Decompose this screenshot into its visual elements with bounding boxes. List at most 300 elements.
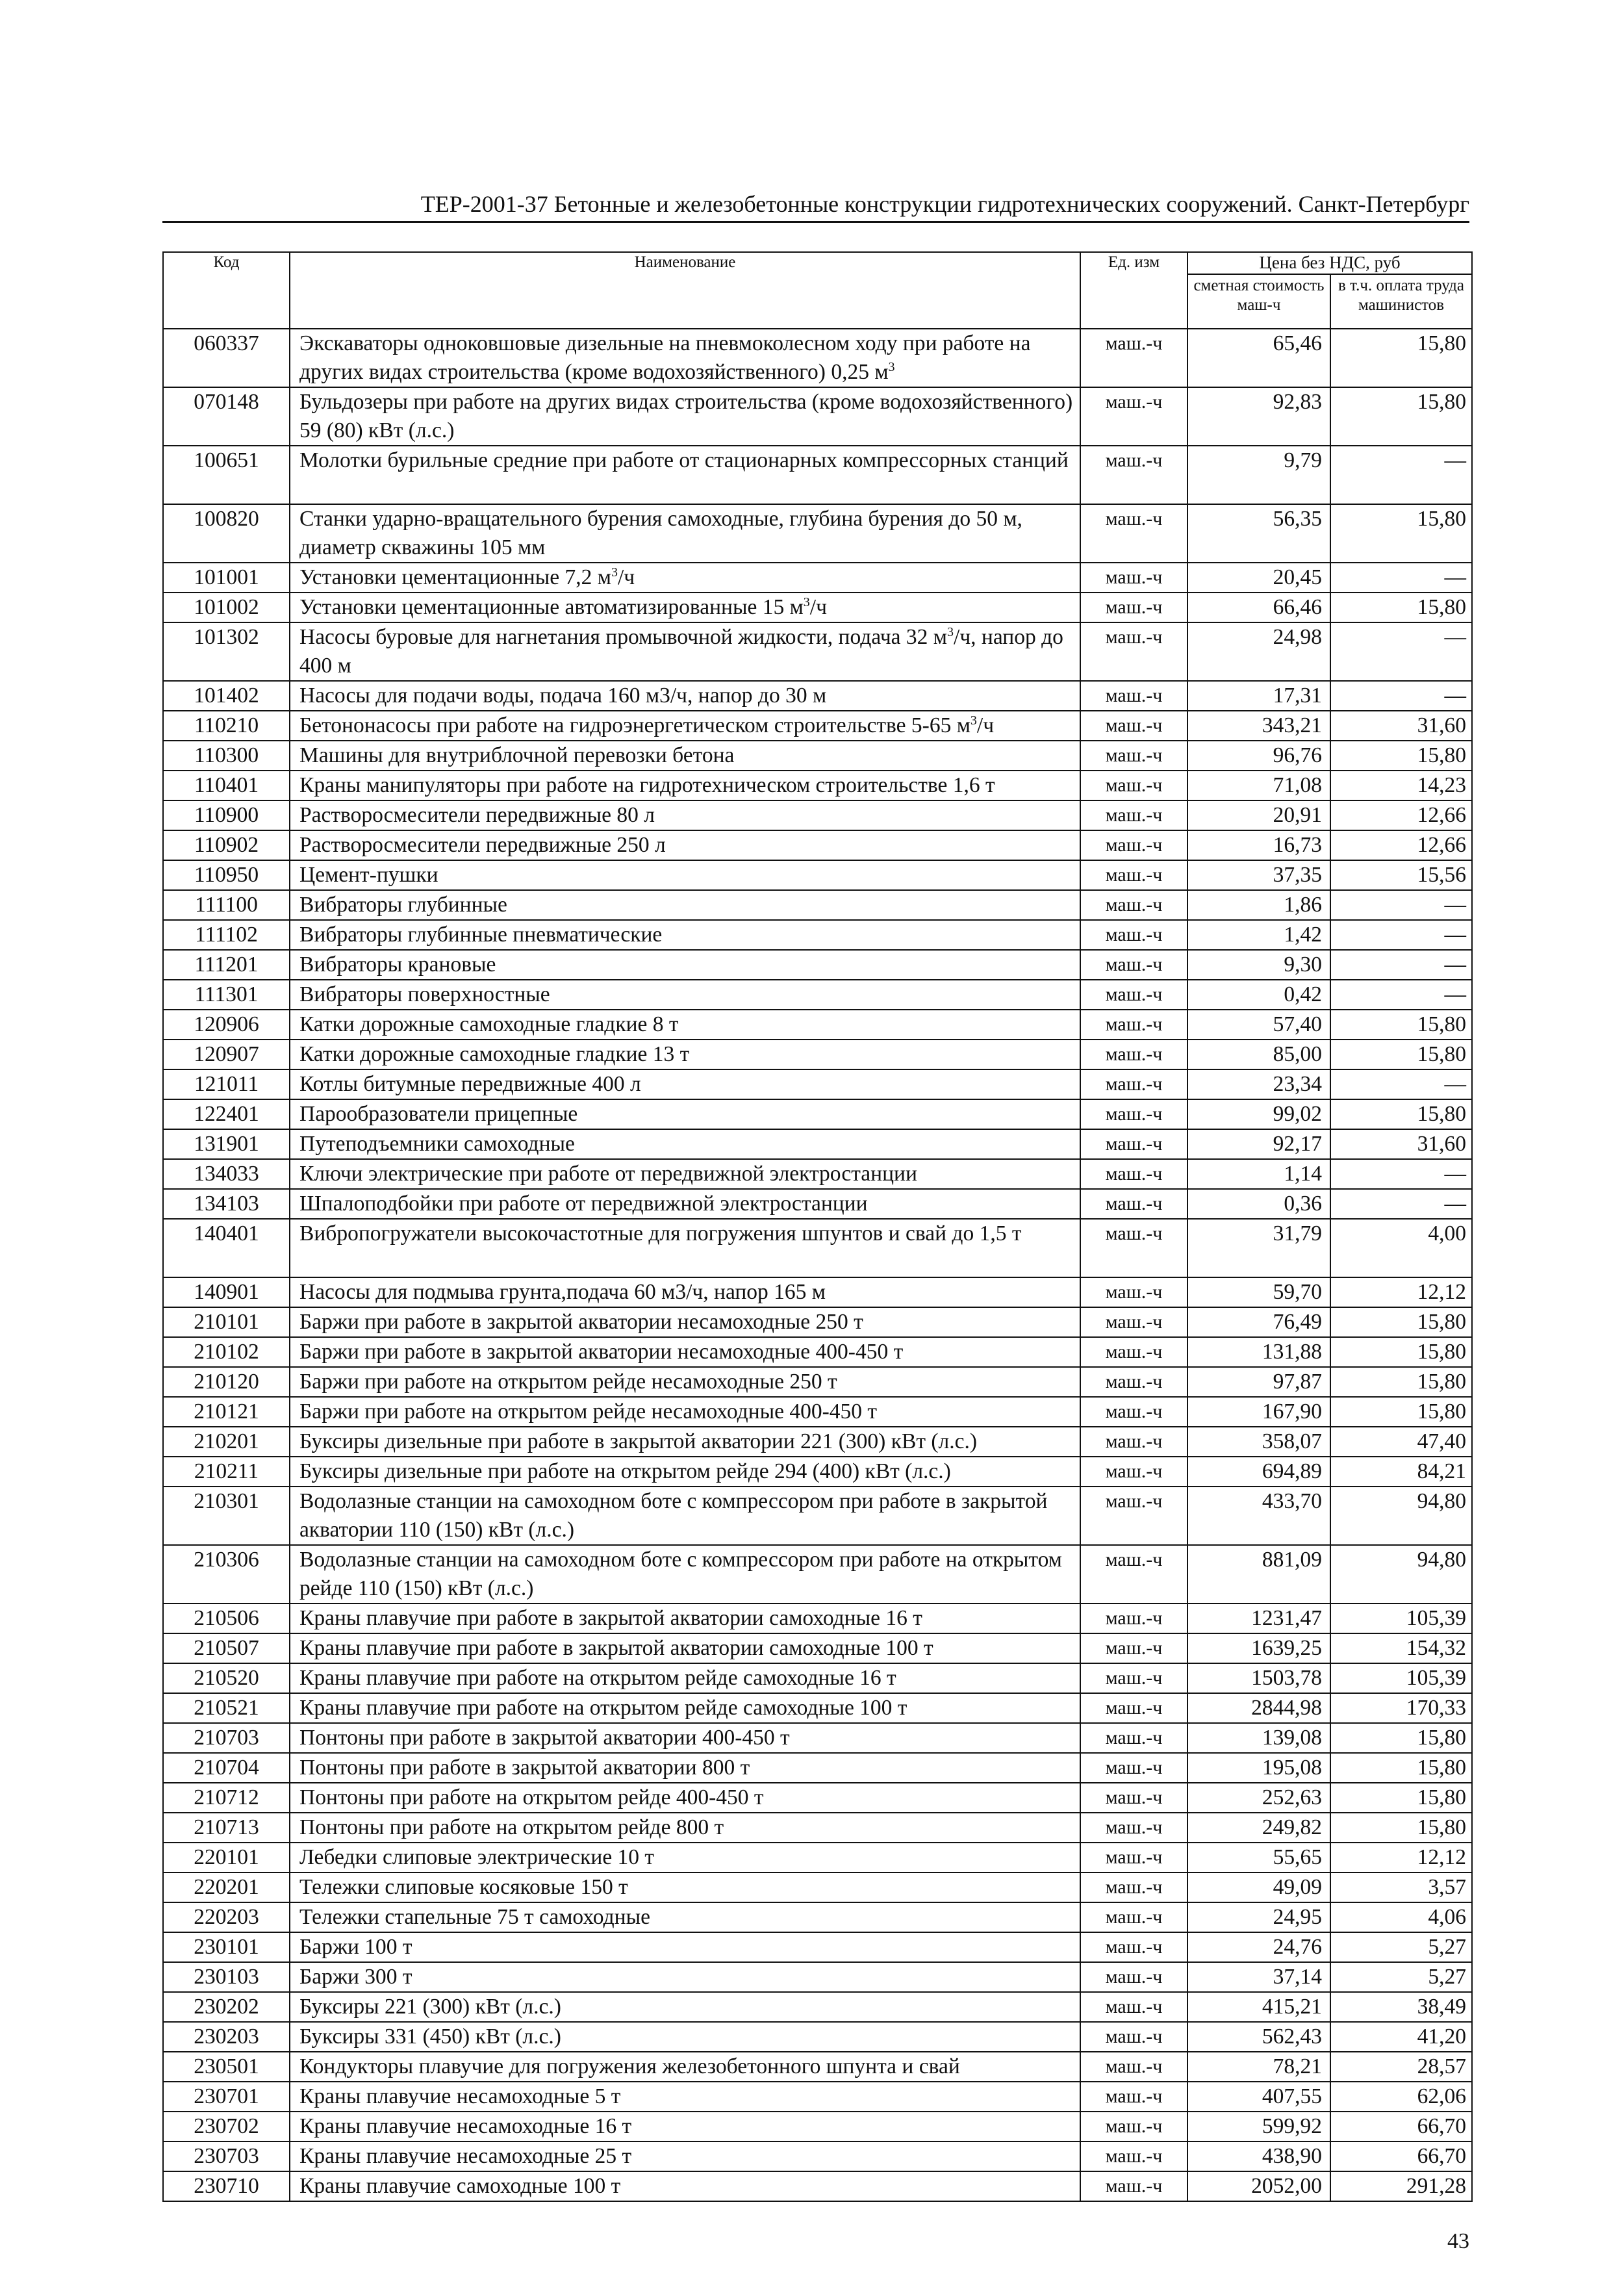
table-row xyxy=(163,830,1472,860)
cell-name: Водолазные станции на самоходном боте с компрессором при работе в закрытой акватории 110 (150) кВт (л.с.) xyxy=(290,1487,1080,1545)
cell-unit: маш.-ч xyxy=(1080,387,1187,446)
cell-wage: 12,12 xyxy=(1330,1843,1472,1872)
cell-code: 110210 xyxy=(163,711,290,741)
table-row xyxy=(163,1337,1472,1367)
cell-wage: 15,80 xyxy=(1330,1783,1472,1813)
table-row xyxy=(163,1189,1472,1219)
cell-code: 122401 xyxy=(163,1099,290,1129)
cell-code: 230710 xyxy=(163,2171,290,2201)
table-row xyxy=(163,329,1472,387)
cell-wage: 84,21 xyxy=(1330,1457,1472,1487)
cell-code: 230703 xyxy=(163,2141,290,2171)
cell-unit: маш.-ч xyxy=(1080,741,1187,771)
cell-code: 210520 xyxy=(163,1663,290,1693)
cell-name: Краны плавучие при работе в закрытой акватории самоходные 16 т xyxy=(290,1603,1080,1633)
cell-wage: 14,23 xyxy=(1330,771,1472,800)
cell-name: Буксиры дизельные при работе на открытом рейде 294 (400) кВт (л.с.) xyxy=(290,1457,1080,1487)
cell-cost: 57,40 xyxy=(1187,1010,1330,1040)
cell-wage: — xyxy=(1330,1189,1472,1219)
column-header-price-group: Цена без НДС, руб xyxy=(1187,252,1472,274)
cell-code: 060337 xyxy=(163,329,290,387)
cell-cost: 433,70 xyxy=(1187,1487,1330,1545)
cell-wage: — xyxy=(1330,563,1472,593)
cell-wage: 15,80 xyxy=(1330,1337,1472,1367)
table-row xyxy=(163,1367,1472,1397)
cell-code: 111102 xyxy=(163,920,290,950)
cell-code: 210301 xyxy=(163,1487,290,1545)
table-row xyxy=(163,800,1472,830)
cell-unit: маш.-ч xyxy=(1080,800,1187,830)
cell-code: 210102 xyxy=(163,1337,290,1367)
cell-name: Водолазные станции на самоходном боте с компрессором при работе на открытом рейде 110 (150) кВт (л.с.) xyxy=(290,1545,1080,1603)
cell-unit: маш.-ч xyxy=(1080,1099,1187,1129)
cell-code: 100820 xyxy=(163,504,290,563)
cell-cost: 78,21 xyxy=(1187,2052,1330,2082)
cell-code: 101002 xyxy=(163,593,290,622)
cell-unit: маш.-ч xyxy=(1080,1932,1187,1962)
cell-wage: 291,28 xyxy=(1330,2171,1472,2201)
cell-unit: маш.-ч xyxy=(1080,681,1187,711)
cell-unit: маш.-ч xyxy=(1080,2052,1187,2082)
cell-cost: 85,00 xyxy=(1187,1040,1330,1069)
cell-wage: 15,80 xyxy=(1330,504,1472,563)
cell-code: 100651 xyxy=(163,446,290,504)
cell-wage: — xyxy=(1330,920,1472,950)
cell-cost: 9,79 xyxy=(1187,446,1330,504)
cell-name: Баржи при работе в закрытой акватории несамоходные 400-450 т xyxy=(290,1337,1080,1367)
cell-unit: маш.-ч xyxy=(1080,1872,1187,1902)
cell-unit: маш.-ч xyxy=(1080,1457,1187,1487)
cell-wage: 105,39 xyxy=(1330,1663,1472,1693)
table-row xyxy=(163,1219,1472,1277)
cell-cost: 9,30 xyxy=(1187,950,1330,980)
cell-wage: 66,70 xyxy=(1330,2112,1472,2141)
table-row xyxy=(163,1783,1472,1813)
cell-unit: маш.-ч xyxy=(1080,711,1187,741)
table-row xyxy=(163,2052,1472,2082)
cell-cost: 0,36 xyxy=(1187,1189,1330,1219)
cell-cost: 37,35 xyxy=(1187,860,1330,890)
cell-code: 210713 xyxy=(163,1813,290,1843)
cell-code: 230701 xyxy=(163,2082,290,2112)
superscript-exponent: 3 xyxy=(947,624,954,639)
table-row xyxy=(163,1159,1472,1189)
table-row xyxy=(163,860,1472,890)
cell-unit: маш.-ч xyxy=(1080,1902,1187,1932)
column-header-cost: сметная стоимость маш-ч xyxy=(1187,274,1330,329)
table-row xyxy=(163,1633,1472,1663)
cell-name: Буксиры 221 (300) кВт (л.с.) xyxy=(290,1992,1080,2022)
cell-name: Растворосмесители передвижные 250 л xyxy=(290,830,1080,860)
cell-unit: маш.-ч xyxy=(1080,1843,1187,1872)
cell-code: 120907 xyxy=(163,1040,290,1069)
cell-cost: 97,87 xyxy=(1187,1367,1330,1397)
cell-cost: 92,17 xyxy=(1187,1129,1330,1159)
cell-unit: маш.-ч xyxy=(1080,593,1187,622)
table-row xyxy=(163,890,1472,920)
cell-cost: 1,42 xyxy=(1187,920,1330,950)
table-row xyxy=(163,1962,1472,1992)
cell-wage: 15,80 xyxy=(1330,329,1472,387)
cell-name: Краны манипуляторы при работе на гидротехническом строительстве 1,6 т xyxy=(290,771,1080,800)
cell-wage: 28,57 xyxy=(1330,2052,1472,2082)
cell-code: 101402 xyxy=(163,681,290,711)
table-header xyxy=(163,252,1472,329)
cell-code: 220101 xyxy=(163,1843,290,1872)
cell-wage: 15,80 xyxy=(1330,1397,1472,1427)
cell-code: 230501 xyxy=(163,2052,290,2082)
cell-code: 070148 xyxy=(163,387,290,446)
cell-code: 110902 xyxy=(163,830,290,860)
table-row xyxy=(163,1099,1472,1129)
cell-code: 101302 xyxy=(163,622,290,681)
cell-wage: 5,27 xyxy=(1330,1932,1472,1962)
cell-cost: 56,35 xyxy=(1187,504,1330,563)
cell-code: 230101 xyxy=(163,1932,290,1962)
cell-wage: 12,12 xyxy=(1330,1277,1472,1307)
cell-wage: 15,80 xyxy=(1330,1367,1472,1397)
cell-unit: маш.-ч xyxy=(1080,1010,1187,1040)
cell-name: Понтоны при работе в закрытой акватории 400-450 т xyxy=(290,1723,1080,1753)
cell-name: Путеподъемники самоходные xyxy=(290,1129,1080,1159)
table-row xyxy=(163,2171,1472,2201)
table-row xyxy=(163,1457,1472,1487)
cell-name: Ключи электрические при работе от передвижной электростанции xyxy=(290,1159,1080,1189)
table-row xyxy=(163,920,1472,950)
cell-cost: 131,88 xyxy=(1187,1337,1330,1367)
cell-code: 121011 xyxy=(163,1069,290,1099)
cell-wage: — xyxy=(1330,622,1472,681)
table-row xyxy=(163,1069,1472,1099)
column-header-name: Наименование xyxy=(290,252,1080,329)
cell-cost: 37,14 xyxy=(1187,1962,1330,1992)
cell-cost: 2844,98 xyxy=(1187,1693,1330,1723)
cell-code: 210712 xyxy=(163,1783,290,1813)
table-row xyxy=(163,1663,1472,1693)
cell-unit: маш.-ч xyxy=(1080,1813,1187,1843)
table-row xyxy=(163,1277,1472,1307)
cell-unit: маш.-ч xyxy=(1080,2141,1187,2171)
cell-unit: маш.-ч xyxy=(1080,2112,1187,2141)
cell-cost: 562,43 xyxy=(1187,2022,1330,2052)
superscript-exponent: 3 xyxy=(888,359,895,374)
cell-name: Краны плавучие при работе на открытом рейде самоходные 100 т xyxy=(290,1693,1080,1723)
table-row xyxy=(163,1902,1472,1932)
table-row xyxy=(163,1545,1472,1603)
cell-name: Молотки бурильные средние при работе от стационарных компрессорных станций xyxy=(290,446,1080,504)
cell-code: 210101 xyxy=(163,1307,290,1337)
table-row xyxy=(163,1487,1472,1545)
cell-unit: маш.-ч xyxy=(1080,1693,1187,1723)
cell-unit: маш.-ч xyxy=(1080,1397,1187,1427)
cell-code: 140901 xyxy=(163,1277,290,1307)
cell-cost: 1503,78 xyxy=(1187,1663,1330,1693)
cell-wage: 12,66 xyxy=(1330,830,1472,860)
table-row xyxy=(163,563,1472,593)
cell-wage: 38,49 xyxy=(1330,1992,1472,2022)
cell-code: 110950 xyxy=(163,860,290,890)
cell-code: 110401 xyxy=(163,771,290,800)
cell-code: 120906 xyxy=(163,1010,290,1040)
cell-code: 134033 xyxy=(163,1159,290,1189)
table-row xyxy=(163,681,1472,711)
cell-unit: маш.-ч xyxy=(1080,1545,1187,1603)
cell-unit: маш.-ч xyxy=(1080,329,1187,387)
cell-name: Баржи при работе на открытом рейде несамоходные 400-450 т xyxy=(290,1397,1080,1427)
cell-code: 210211 xyxy=(163,1457,290,1487)
cell-wage: — xyxy=(1330,446,1472,504)
cell-name: Вибропогружатели высокочастотные для погружения шпунтов и свай до 1,5 т xyxy=(290,1219,1080,1277)
cell-wage: 15,80 xyxy=(1330,1753,1472,1783)
cell-code: 110300 xyxy=(163,741,290,771)
cell-unit: маш.-ч xyxy=(1080,1307,1187,1337)
cell-name: Катки дорожные самоходные гладкие 8 т xyxy=(290,1010,1080,1040)
cell-wage: 154,32 xyxy=(1330,1633,1472,1663)
table-row xyxy=(163,2141,1472,2171)
cell-wage: 5,27 xyxy=(1330,1962,1472,1992)
column-header-code: Код xyxy=(163,252,290,329)
cell-name: Бетононасосы при работе на гидроэнергетическом строительстве 5-65 $м^3/ч$ xyxy=(290,711,1080,741)
cell-code: 210506 xyxy=(163,1603,290,1633)
cell-name: Установки цементационные автоматизированные 15 $м^3/ч$ xyxy=(290,593,1080,622)
cell-cost: 2052,00 xyxy=(1187,2171,1330,2201)
cell-cost: 1639,25 xyxy=(1187,1633,1330,1663)
table-row xyxy=(163,980,1472,1010)
cell-cost: 31,79 xyxy=(1187,1219,1330,1277)
cell-cost: 0,42 xyxy=(1187,980,1330,1010)
cell-name: Лебедки слиповые электрические 10 т xyxy=(290,1843,1080,1872)
cell-wage: 15,80 xyxy=(1330,593,1472,622)
table-row xyxy=(163,1397,1472,1427)
cell-cost: 415,21 xyxy=(1187,1992,1330,2022)
cell-wage: — xyxy=(1330,1159,1472,1189)
page-number: 43 xyxy=(1447,2229,1469,2253)
running-header: ТЕР-2001-37 Бетонные и железобетонные конструкции гидротехнических сооружений. Санкт-Петербург xyxy=(420,191,1469,217)
table-body xyxy=(163,329,1472,2201)
cell-unit: маш.-ч xyxy=(1080,446,1187,504)
table-row xyxy=(163,593,1472,622)
cell-unit: маш.-ч xyxy=(1080,1753,1187,1783)
cell-wage: 4,00 xyxy=(1330,1219,1472,1277)
table-row xyxy=(163,1843,1472,1872)
superscript-exponent: 3 xyxy=(611,565,618,580)
cell-cost: 1,14 xyxy=(1187,1159,1330,1189)
table-row xyxy=(163,622,1472,681)
cell-unit: маш.-ч xyxy=(1080,1219,1187,1277)
cell-unit: маш.-ч xyxy=(1080,2171,1187,2201)
cell-name: Баржи 100 т xyxy=(290,1932,1080,1962)
table-row xyxy=(163,711,1472,741)
cell-name: Катки дорожные самоходные гладкие 13 т xyxy=(290,1040,1080,1069)
cell-unit: маш.-ч xyxy=(1080,622,1187,681)
cell-unit: маш.-ч xyxy=(1080,920,1187,950)
cell-name: Понтоны при работе на открытом рейде 400-450 т xyxy=(290,1783,1080,1813)
cell-wage: 62,06 xyxy=(1330,2082,1472,2112)
superscript-exponent: 3 xyxy=(970,713,977,728)
cell-wage: 15,80 xyxy=(1330,1040,1472,1069)
cell-name: Буксиры 331 (450) кВт (л.с.) xyxy=(290,2022,1080,2052)
cell-cost: 24,76 xyxy=(1187,1932,1330,1962)
cell-code: 210306 xyxy=(163,1545,290,1603)
cell-code: 101001 xyxy=(163,563,290,593)
cell-code: 230702 xyxy=(163,2112,290,2141)
cell-cost: 139,08 xyxy=(1187,1723,1330,1753)
cell-name: Краны плавучие самоходные 100 т xyxy=(290,2171,1080,2201)
cell-cost: 407,55 xyxy=(1187,2082,1330,2112)
cell-unit: маш.-ч xyxy=(1080,980,1187,1010)
table-row xyxy=(163,1307,1472,1337)
cell-cost: 358,07 xyxy=(1187,1427,1330,1457)
cell-code: 210507 xyxy=(163,1633,290,1663)
cell-wage: 105,39 xyxy=(1330,1603,1472,1633)
table-row xyxy=(163,741,1472,771)
superscript-exponent: 3 xyxy=(803,594,810,609)
table-row xyxy=(163,1129,1472,1159)
cell-cost: 20,45 xyxy=(1187,563,1330,593)
column-header-unit: Ед. изм xyxy=(1080,252,1187,329)
cell-unit: маш.-ч xyxy=(1080,2022,1187,2052)
cell-wage: 15,80 xyxy=(1330,1813,1472,1843)
cell-unit: маш.-ч xyxy=(1080,1337,1187,1367)
cell-name: Краны плавучие при работе на открытом рейде самоходные 16 т xyxy=(290,1663,1080,1693)
cell-cost: 167,90 xyxy=(1187,1397,1330,1427)
cell-unit: маш.-ч xyxy=(1080,1277,1187,1307)
cell-name: Тележки слиповые косяковые 150 т xyxy=(290,1872,1080,1902)
table-row xyxy=(163,446,1472,504)
cell-wage: 15,80 xyxy=(1330,741,1472,771)
cell-unit: маш.-ч xyxy=(1080,1069,1187,1099)
cell-unit: маш.-ч xyxy=(1080,1783,1187,1813)
machine-price-table xyxy=(162,251,1473,2202)
table-row xyxy=(163,1872,1472,1902)
cell-wage: 31,60 xyxy=(1330,711,1472,741)
cell-unit: маш.-ч xyxy=(1080,1992,1187,2022)
cell-cost: 24,95 xyxy=(1187,1902,1330,1932)
cell-code: 111301 xyxy=(163,980,290,1010)
header-divider xyxy=(162,221,1469,223)
table-row xyxy=(163,1010,1472,1040)
cell-wage: — xyxy=(1330,950,1472,980)
cell-unit: маш.-ч xyxy=(1080,1603,1187,1633)
cell-wage: 94,80 xyxy=(1330,1487,1472,1545)
cell-code: 210201 xyxy=(163,1427,290,1457)
cell-code: 131901 xyxy=(163,1129,290,1159)
cell-cost: 17,31 xyxy=(1187,681,1330,711)
table-row xyxy=(163,1813,1472,1843)
cell-code: 210120 xyxy=(163,1367,290,1397)
cell-unit: маш.-ч xyxy=(1080,2082,1187,2112)
cell-code: 140401 xyxy=(163,1219,290,1277)
cell-cost: 881,09 xyxy=(1187,1545,1330,1603)
cell-code: 210121 xyxy=(163,1397,290,1427)
cell-cost: 1231,47 xyxy=(1187,1603,1330,1633)
table-row xyxy=(163,1693,1472,1723)
cell-name: Понтоны при работе в закрытой акватории 800 т xyxy=(290,1753,1080,1783)
cell-name: Котлы битумные передвижные 400 л xyxy=(290,1069,1080,1099)
cell-name: Насосы буровые для нагнетания промывочной жидкости, подача 32 $м^3/ч$, напор до 400 м xyxy=(290,622,1080,681)
cell-unit: маш.-ч xyxy=(1080,1159,1187,1189)
cell-cost: 71,08 xyxy=(1187,771,1330,800)
cell-cost: 343,21 xyxy=(1187,711,1330,741)
table-row xyxy=(163,1992,1472,2022)
column-header-wage: в т.ч. оплата труда машинистов xyxy=(1330,274,1472,329)
cell-cost: 1,86 xyxy=(1187,890,1330,920)
cell-unit: маш.-ч xyxy=(1080,1723,1187,1753)
cell-unit: маш.-ч xyxy=(1080,1129,1187,1159)
cell-code: 230202 xyxy=(163,1992,290,2022)
cell-name: Парообразователи прицепные xyxy=(290,1099,1080,1129)
cell-cost: 20,91 xyxy=(1187,800,1330,830)
table-row xyxy=(163,387,1472,446)
cell-code: 111201 xyxy=(163,950,290,980)
cell-wage: 15,80 xyxy=(1330,1010,1472,1040)
table-row xyxy=(163,1753,1472,1783)
cell-cost: 16,73 xyxy=(1187,830,1330,860)
cell-unit: маш.-ч xyxy=(1080,890,1187,920)
cell-wage: 3,57 xyxy=(1330,1872,1472,1902)
cell-cost: 24,98 xyxy=(1187,622,1330,681)
cell-name: Вибраторы глубинные пневматические xyxy=(290,920,1080,950)
table-row xyxy=(163,1723,1472,1753)
cell-cost: 49,09 xyxy=(1187,1872,1330,1902)
table-row xyxy=(163,1427,1472,1457)
cell-name: Баржи при работе в закрытой акватории несамоходные 250 т xyxy=(290,1307,1080,1337)
cell-cost: 23,34 xyxy=(1187,1069,1330,1099)
cell-unit: маш.-ч xyxy=(1080,830,1187,860)
cell-name: Установки цементационные 7,2 $м^3/ч$ xyxy=(290,563,1080,593)
cell-cost: 195,08 xyxy=(1187,1753,1330,1783)
cell-code: 110900 xyxy=(163,800,290,830)
cell-name: Краны плавучие при работе в закрытой акватории самоходные 100 т xyxy=(290,1633,1080,1663)
table-row xyxy=(163,2112,1472,2141)
cell-unit: маш.-ч xyxy=(1080,1633,1187,1663)
cell-unit: маш.-ч xyxy=(1080,950,1187,980)
cell-cost: 76,49 xyxy=(1187,1307,1330,1337)
cell-name: Экскаваторы одноковшовые дизельные на пневмоколесном ходу при работе на других видах строительства (кроме водохозяйственного) 0,25 $м^3$ xyxy=(290,329,1080,387)
table-row xyxy=(163,2082,1472,2112)
cell-wage: 15,80 xyxy=(1330,1099,1472,1129)
cell-cost: 599,92 xyxy=(1187,2112,1330,2141)
cell-name: Машины для внутриблочной перевозки бетона xyxy=(290,741,1080,771)
cell-cost: 59,70 xyxy=(1187,1277,1330,1307)
cell-unit: маш.-ч xyxy=(1080,1427,1187,1457)
cell-unit: маш.-ч xyxy=(1080,1487,1187,1545)
cell-wage: — xyxy=(1330,681,1472,711)
cell-unit: маш.-ч xyxy=(1080,1962,1187,1992)
cell-name: Шпалоподбойки при работе от передвижной электростанции xyxy=(290,1189,1080,1219)
cell-unit: маш.-ч xyxy=(1080,563,1187,593)
cell-code: 134103 xyxy=(163,1189,290,1219)
cell-code: 210704 xyxy=(163,1753,290,1783)
table-row xyxy=(163,2022,1472,2052)
cell-wage: 15,80 xyxy=(1330,387,1472,446)
cell-name: Станки ударно-вращательного бурения самоходные, глубина бурения до 50 м, диаметр скважины 105 мм xyxy=(290,504,1080,563)
cell-wage: 15,80 xyxy=(1330,1723,1472,1753)
cell-name: Тележки стапельные 75 т самоходные xyxy=(290,1902,1080,1932)
cell-wage: 66,70 xyxy=(1330,2141,1472,2171)
cell-unit: маш.-ч xyxy=(1080,771,1187,800)
cell-name: Краны плавучие несамоходные 16 т xyxy=(290,2112,1080,2141)
cell-wage: 12,66 xyxy=(1330,800,1472,830)
cell-unit: маш.-ч xyxy=(1080,1040,1187,1069)
cell-unit: маш.-ч xyxy=(1080,1663,1187,1693)
cell-name: Баржи при работе на открытом рейде несамоходные 250 т xyxy=(290,1367,1080,1397)
cell-wage: — xyxy=(1330,1069,1472,1099)
cell-wage: 31,60 xyxy=(1330,1129,1472,1159)
cell-cost: 92,83 xyxy=(1187,387,1330,446)
cell-name: Вибраторы крановые xyxy=(290,950,1080,980)
cell-wage: 41,20 xyxy=(1330,2022,1472,2052)
